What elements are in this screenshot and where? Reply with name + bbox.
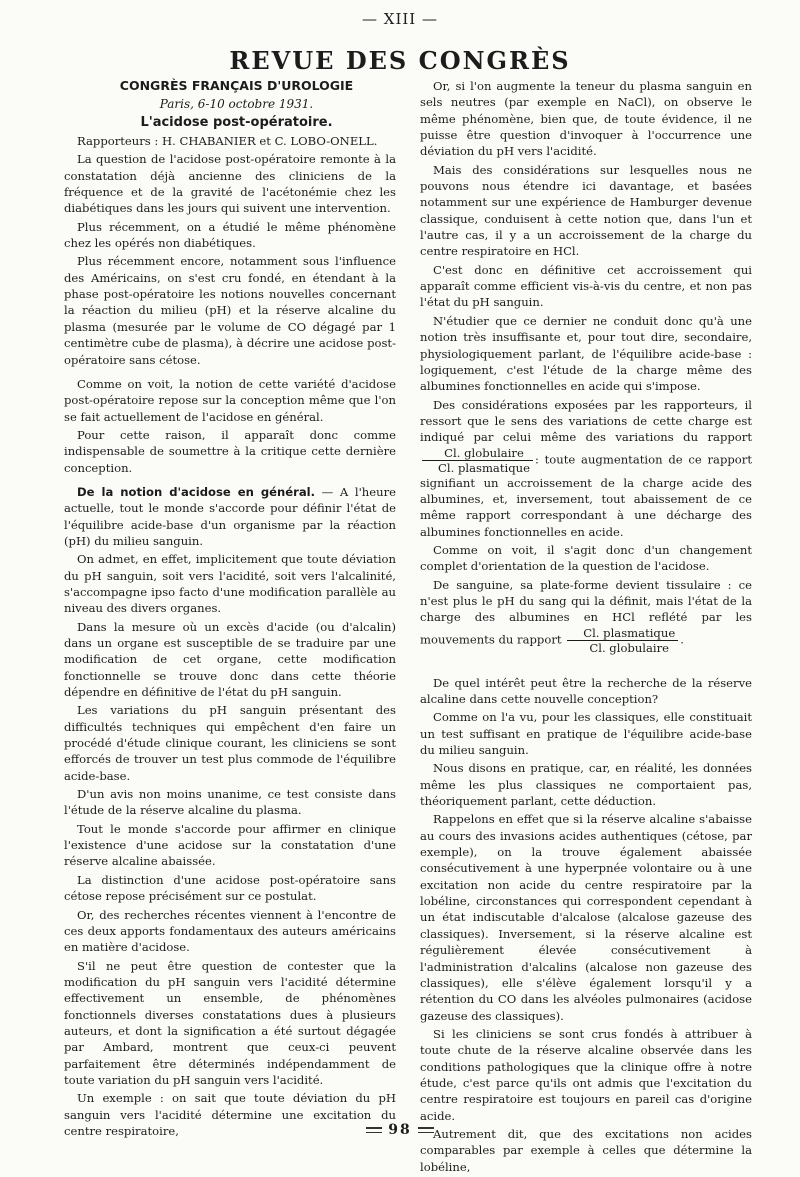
- paragraph-text: De sanguine, sa plate-forme devient tissulaire : ce n'est plus le pH du sang qui la définit, mais l'état de la charge des albumines en HCl reflété par les mouvements du rapport: [420, 577, 752, 647]
- paragraph-with-heading: [64, 484, 396, 549]
- place-date: Paris, 6-10 octobre 1931.: [159, 97, 314, 112]
- right-column: [420, 78, 752, 1177]
- paragraph: Plus récemment, on a étudié le même phénomène chez les opérés non diabétiques.: [64, 219, 396, 251]
- chloride-ratio-fraction: [567, 626, 678, 655]
- ornament-icon: [418, 1127, 434, 1133]
- paragraph: S'il ne peut être question de contester que la modification du pH sanguin vers l'acidité détermine effectivement un ensemble, de phénomènes fonctionnels diverses constatations dues à plusieurs auteurs, et dont la signification a été surtout dégagée par Ambard, montrent que ceux-ci peuvent parfaitement être déterminés indépendamment de toute variation du pH sanguin vers l'acidité.: [64, 958, 396, 1087]
- paragraph: Tout le monde s'accorde pour affirmer en clinique l'existence d'une acidose sur la constatation d'une réserve alcaline abaissée.: [64, 821, 396, 869]
- rapporteurs-line: Rapporteurs : H. CHABANIER et C. LOBO-ONELL.: [77, 134, 378, 149]
- paragraph: Nous disons en pratique, car, en réalité, les données même les plus classiques ne comportaient pas, théoriquement parlant, cette déduction.: [420, 761, 752, 809]
- fraction-numerator: Cl. globulaire: [422, 446, 533, 461]
- paragraph: Mais des considérations sur lesquelles nous ne pouvons nous étendre ici davantage, et basées notamment sur une expérience de Hamburger devenue classique, conduisent à cette notion que, dans l'un et l'autre cas, il y a un accroissement de la charge du centre respiratoire en HCl.: [420, 162, 752, 259]
- page-number: 98: [388, 1122, 412, 1138]
- paragraph: Comme on voit, il s'agit donc d'un changement complet d'orientation de la question de l'acidose.: [420, 542, 752, 574]
- paragraph: La distinction d'une acidose post-opératoire sans cétose repose précisément sur ce postulat.: [64, 872, 396, 904]
- paragraph-text: Des considérations exposées par les rapporteurs, il ressort que le sens des variations de cette charge est indiqué par celui même des variations du rapport: [420, 397, 752, 445]
- paragraph: C'est donc en définitive cet accroissement qui apparaît comme efficient vis-à-vis du centre, et non pas l'état du pH sanguin.: [420, 262, 752, 310]
- chloride-ratio-fraction: [422, 446, 533, 475]
- ornament-icon: [366, 1127, 382, 1133]
- left-column: [64, 78, 396, 1141]
- paragraph: Un exemple : on sait que toute déviation du pH sanguin vers l'acidité détermine une excitation du centre respiratoire,: [64, 1091, 396, 1138]
- run-in-heading: De la notion d'acidose en général.: [77, 484, 316, 499]
- paragraph: Or, des recherches récentes viennent à l'encontre de ces deux apports fondamentaux des auteurs américains en matière d'acidose.: [64, 907, 396, 955]
- paragraph: D'un avis non moins unanime, ce test consiste dans l'étude de la réserve alcaline du plasma.: [64, 787, 396, 818]
- masthead-title: REVUE DES CONGRÈS: [229, 46, 571, 75]
- paragraph: Plus récemment encore, notamment sous l'influence des Américains, on s'est cru fondé, en étendant à la phase post-opératoire les notions nouvelles concernant la réaction du milieu (pH) et la réserve alcaline du plasma (mesurée par le volume de CO dégagé par 1 centimètre cube de plasma), à décrire une acidose post-opératoire sans cétose.: [64, 254, 396, 367]
- congress-title: CONGRÈS FRANÇAIS D'UROLOGIE: [119, 78, 354, 93]
- paragraph: Rappelons en effet que si la réserve alcaline s'abaisse au cours des invasions acides authentiques (cétose, par exemple), on la trouve également abaissée consécutivement à une hyperpnée volontaire ou à une excitation non acide du centre respiratoire par la lobéline, circonstances qui correspondent cependant à un état indiscutable d'alcalose (alcalose gazeuse des classiques). Inversement, si la réserve alcaline est régulièrement élevée consécutivement à l'administration d'alcalins (alcalose non gazeuse des classiques), elle s'élève également lorsqu'il y a rétention du CO dans les alvéoles pulmonaires (acidose gazeuse des classiques).: [420, 812, 752, 1023]
- paragraph-text: : toute augmentation de ce rapport signifiant un accroissement de la charge acide des albumines, et, inversement, tout abaissement de ce même rapport correspondant à une décharge des albumines fonctionnelles en acide.: [420, 452, 752, 539]
- article-subtitle: L'acidose post-opératoire.: [140, 114, 333, 130]
- paragraph: Comme on l'a vu, pour les classiques, elle constituait un test suffisant en pratique de l'équilibre acide-base du milieu sanguin.: [420, 710, 752, 758]
- paragraph-with-fraction: [420, 577, 752, 655]
- paragraph: Comme on voit, la notion de cette variété d'acidose post-opératoire repose sur la conception même que l'on se fait actuellement de l'acidose en général.: [64, 376, 396, 424]
- paragraph: Pour cette raison, il apparaît donc comme indispensable de soumettre à la critique cette dernière conception.: [64, 427, 396, 475]
- fraction-denominator: Cl. plasmatique: [438, 460, 530, 475]
- fraction-denominator: Cl. globulaire: [589, 640, 670, 655]
- page-number-footer: [0, 1122, 800, 1138]
- page-folio: — XIII —: [362, 10, 438, 28]
- paragraph: Or, si l'on augmente la teneur du plasma sanguin en sels neutres (par exemple en NaCl), on observe le même phénomène, bien que, de toute évidence, il ne puisse être question d'invoquer à l'occurrence une déviation du pH vers l'acidité.: [420, 79, 752, 159]
- paragraph-body: — A l'heure actuelle, tout le monde s'accorde pour définir l'état de l'équilibre acide-base d'un organisme par la réaction (pH) du milieu sanguin.: [64, 484, 396, 548]
- paragraph: Dans la mesure où un excès d'acide (ou d'alcalin) dans un organe est susceptible de se traduire par une modification de cet organe, cette modification fonctionnelle se trouve donc dans cette théorie dépendre en définitive de l'état du pH sanguin.: [64, 619, 396, 700]
- fraction-numerator: Cl. plasmatique: [567, 626, 678, 641]
- paragraph: La question de l'acidose post-opératoire remonte à la constatation déjà ancienne des cliniciens de la fréquence et de la gravité de l'acétonémie chez les diabétiques dans les jours qui suivent une intervention.: [64, 152, 396, 216]
- paragraph: N'étudier que ce dernier ne conduit donc qu'à une notion très insuffisante et, pour tout dire, secondaire, physiologiquement parlant, de l'équilibre acide-base : logiquement, c'est l'étude de la charge même des albumines fonctionnelles en acide qui s'impose.: [420, 313, 752, 394]
- paragraph-text: .: [680, 632, 684, 647]
- paragraph: On admet, en effet, implicitement que toute déviation du pH sanguin, soit vers l'acidité, soit vers l'alcalinité, s'accompagne ipso facto d'une modification parallèle au niveau des divers organes.: [64, 552, 396, 616]
- paragraph: Si les cliniciens se sont crus fondés à attribuer à toute chute de la réserve alcaline observée dans les conditions pathologiques que la clinique offre à notre étude, c'est parce qu'ils ont admis que l'excitation du centre respiratoire est toujours en pareil cas d'origine acide.: [420, 1026, 752, 1123]
- paragraph: De quel intérêt peut être la recherche de la réserve alcaline dans cette nouvelle conception?: [420, 675, 752, 706]
- paragraph: Les variations du pH sanguin présentant des difficultés techniques qui empêchent d'en faire un procédé d'étude clinique courant, les cliniciens se sont efforcés de trouver un test plus commode de l'équilibre acide-base.: [64, 703, 396, 783]
- paragraph: Autrement dit, que des excitations non acides comparables par exemple à celles que détermine la lobéline,: [420, 1126, 752, 1174]
- paragraph-with-fraction: [420, 397, 752, 540]
